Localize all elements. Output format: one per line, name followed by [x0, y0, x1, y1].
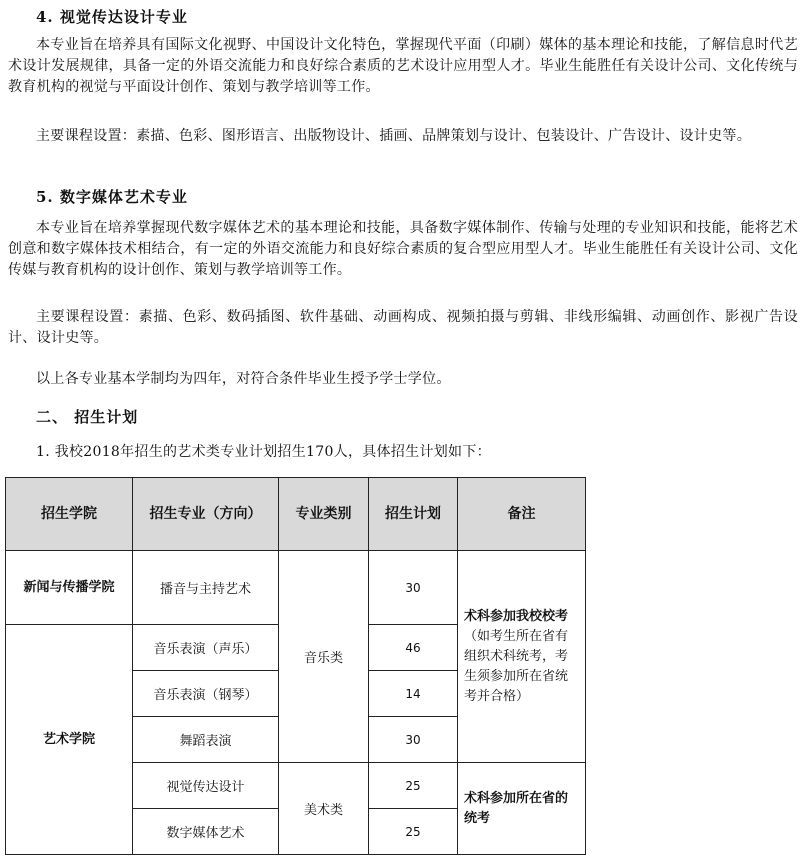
plan-cell: 30: [369, 551, 458, 625]
header-category: 专业类别: [279, 478, 369, 551]
header-college: 招生学院: [6, 478, 133, 551]
plan-intro: 1. 我校2018年招生的艺术类专业计划招生170人，具体招生计划如下：: [36, 444, 491, 460]
major-cell: 视觉传达设计: [133, 763, 279, 809]
major-cell: 播音与主持艺术: [133, 551, 279, 625]
remark-music-bold: 术科参加我校校考: [464, 608, 569, 624]
major-cell: 舞蹈表演: [133, 717, 279, 763]
section-5-courses: 主要课程设置：素描、色彩、数码插图、软件基础、动画构成、视频拍摄与剪辑、非线形编辑、动画创作、影视广告设计、设计史等。: [8, 309, 798, 346]
table-header-row: [6, 478, 586, 551]
enrollment-plan-table: [5, 477, 586, 855]
degree-note: 以上各专业基本学制均为四年，对符合条件毕业生授予学士学位。: [36, 371, 451, 387]
section-5-intro: 本专业旨在培养掌握现代数字媒体艺术的基本理论和技能，具备数字媒体制作、传输与处理的专业知识和技能，能将艺术创意和数字媒体技术相结合，有一定的外语交流能力和良好综合素质的复合型应用型人才。毕业生能胜任有关设计公司、文化传媒与教育机构的设计创作、策划与教学培训等工作。: [8, 220, 798, 278]
category-music: 音乐类: [279, 551, 369, 763]
section-4-courses: 主要课程设置：素描、色彩、图形语言、出版物设计、插画、品牌策划与设计、包装设计、广告设计、设计史等。: [36, 128, 751, 144]
college-journalism: 新闻与传播学院: [6, 551, 133, 625]
major-cell: 音乐表演（钢琴）: [133, 671, 279, 717]
section-5-heading: 5. 数字媒体艺术专业: [36, 188, 188, 206]
plan-section-heading: 二、 招生计划: [36, 408, 139, 426]
remark-music: [458, 551, 586, 763]
header-major: 招生专业（方向）: [133, 478, 279, 551]
major-cell: 数字媒体艺术: [133, 809, 279, 855]
remark-fine-art: 术科参加所在省的统考: [458, 763, 586, 855]
section-4-intro: 本专业旨在培养具有国际文化视野、中国设计文化特色，掌握现代平面（印刷）媒体的基本理论和技能，了解信息时代艺术设计发展规律，具备一定的外语交流能力和良好综合素质的艺术设计应用型人才。毕业生能胜任有关设计公司、文化传统与教育机构的视觉与平面设计创作、策划与教学培训等工作。: [8, 37, 798, 95]
plan-cell: 30: [369, 717, 458, 763]
plan-cell: 14: [369, 671, 458, 717]
category-fine-art: 美术类: [279, 763, 369, 855]
header-plan: 招生计划: [369, 478, 458, 551]
plan-cell: 25: [369, 763, 458, 809]
section-4-heading: 4. 视觉传达设计专业: [36, 8, 188, 26]
remark-music-detail: （如考生所在省有组织术科统考，考生须参加所在省统考并合格）: [464, 628, 569, 704]
header-remark: 备注: [458, 478, 586, 551]
college-art: 艺术学院: [6, 625, 133, 855]
plan-cell: 46: [369, 625, 458, 671]
major-cell: 音乐表演（声乐）: [133, 625, 279, 671]
plan-cell: 25: [369, 809, 458, 855]
table-row: [6, 551, 586, 625]
